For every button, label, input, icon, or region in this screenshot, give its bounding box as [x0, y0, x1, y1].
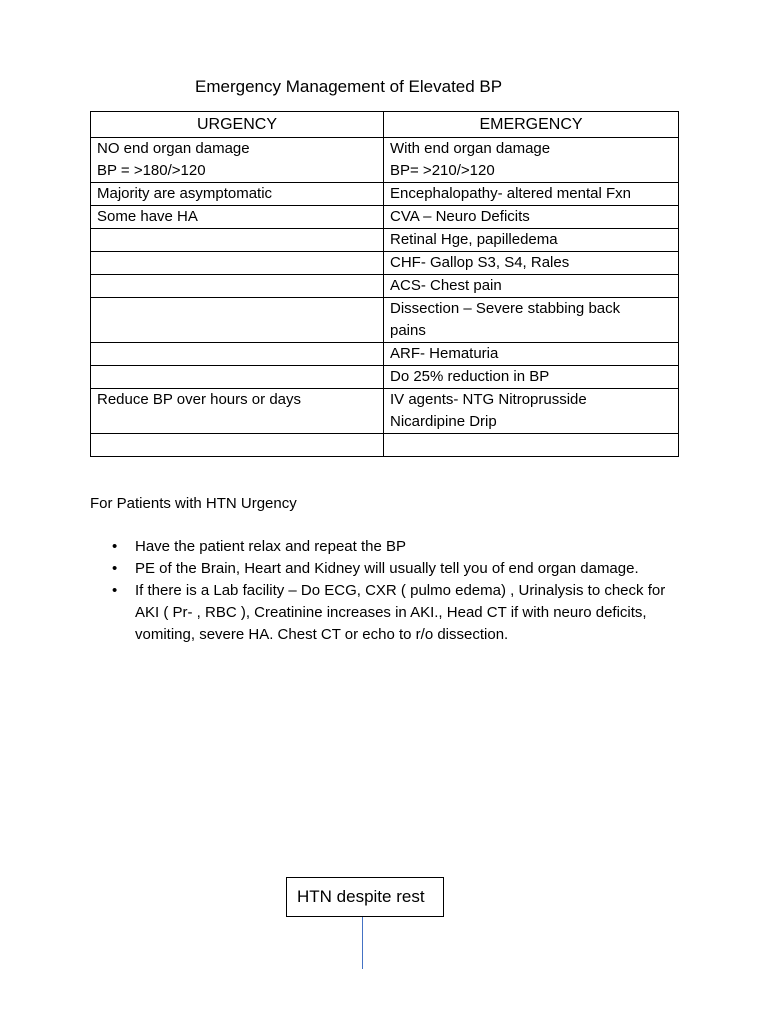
- list-item: [90, 536, 690, 558]
- cell-text-line: Some have HA: [97, 208, 198, 225]
- list-item: [90, 558, 690, 580]
- cell-text-line: CHF- Gallop S3, S4, Rales: [390, 254, 570, 271]
- cell-text-line: BP = >180/>120: [97, 162, 206, 179]
- table-cell-urgency: [91, 275, 384, 298]
- table-cell-emergency: [384, 343, 679, 366]
- table-row: [91, 366, 679, 389]
- table-row: [91, 389, 679, 434]
- cell-text-line: Majority are asymptomatic: [97, 185, 273, 202]
- header-emergency: EMERGENCY: [384, 112, 679, 138]
- cell-text-line: Nicardipine Drip: [390, 413, 497, 430]
- cell-text-line: Encephalopathy- altered mental Fxn: [390, 185, 631, 202]
- list-item-text: Have the patient relax and repeat the BP: [135, 538, 407, 555]
- table-cell-urgency: [91, 252, 384, 275]
- header-urgency: URGENCY: [91, 112, 384, 138]
- flowchart-box: HTN despite rest: [286, 877, 444, 917]
- table-row: [91, 343, 679, 366]
- cell-text-line: Reduce BP over hours or days: [97, 391, 302, 408]
- list-item-text: PE of the Brain, Heart and Kidney will usually tell you of end organ damage.: [135, 560, 639, 577]
- table-row: [91, 183, 679, 206]
- section-heading: For Patients with HTN Urgency: [90, 495, 297, 512]
- table-cell-urgency: [91, 298, 384, 343]
- table-cell-urgency: [91, 389, 384, 434]
- table-cell-urgency: [91, 343, 384, 366]
- table-cell-emergency: [384, 298, 679, 343]
- cell-text-line: Do 25% reduction in BP: [390, 368, 550, 385]
- table-row: [91, 206, 679, 229]
- cell-text-line: Dissection – Severe stabbing back: [390, 300, 621, 317]
- cell-text-line: CVA – Neuro Deficits: [390, 208, 530, 225]
- bullet-icon: •: [112, 582, 118, 599]
- table-cell-urgency: [91, 434, 384, 457]
- bullet-icon: •: [112, 538, 118, 555]
- table-cell-urgency: [91, 138, 384, 183]
- list-item-text: If there is a Lab facility – Do ECG, CXR ( pulmo edema) , Urinalysis to check for AKI ( Pr- , RBC ), Creatinine increases in AKI., Head CT if with neuro deficits, vomiting, severe HA. Chest CT or echo to r/o dissection.: [135, 582, 666, 643]
- table-body: [91, 138, 679, 457]
- table-row: [91, 275, 679, 298]
- cell-text-line: ACS- Chest pain: [390, 277, 502, 294]
- cell-text-line: With end organ damage: [390, 140, 551, 157]
- cell-text-line: BP= >210/>120: [390, 162, 495, 179]
- list-item: [90, 580, 690, 646]
- table-cell-urgency: [91, 366, 384, 389]
- table-header-row: [91, 112, 679, 138]
- bp-comparison-table: [90, 111, 679, 457]
- table-cell-emergency: [384, 434, 679, 457]
- table-cell-urgency: [91, 206, 384, 229]
- cell-text-line: Retinal Hge, papilledema: [390, 231, 558, 248]
- cell-text-line: ARF- Hematuria: [390, 345, 499, 362]
- table-cell-emergency: [384, 206, 679, 229]
- table-cell-emergency: [384, 275, 679, 298]
- cell-text-line: IV agents- NTG Nitroprusside: [390, 391, 587, 408]
- table-row: [91, 434, 679, 457]
- table-row: [91, 229, 679, 252]
- table-cell-emergency: [384, 138, 679, 183]
- table-row: [91, 252, 679, 275]
- table-cell-emergency: [384, 389, 679, 434]
- table-cell-emergency: [384, 229, 679, 252]
- table-cell-emergency: [384, 183, 679, 206]
- table-row: [91, 298, 679, 343]
- table-cell-emergency: [384, 366, 679, 389]
- table-row: [91, 138, 679, 183]
- table-cell-emergency: [384, 252, 679, 275]
- cell-text-line: pains: [390, 322, 426, 339]
- cell-text-line: NO end organ damage: [97, 140, 250, 157]
- table-cell-urgency: [91, 229, 384, 252]
- table-cell-urgency: [91, 183, 384, 206]
- page-title: Emergency Management of Elevated BP: [195, 77, 503, 96]
- bullet-list: [90, 536, 690, 646]
- flowchart-connector-line: [362, 917, 363, 969]
- bullet-icon: •: [112, 560, 118, 577]
